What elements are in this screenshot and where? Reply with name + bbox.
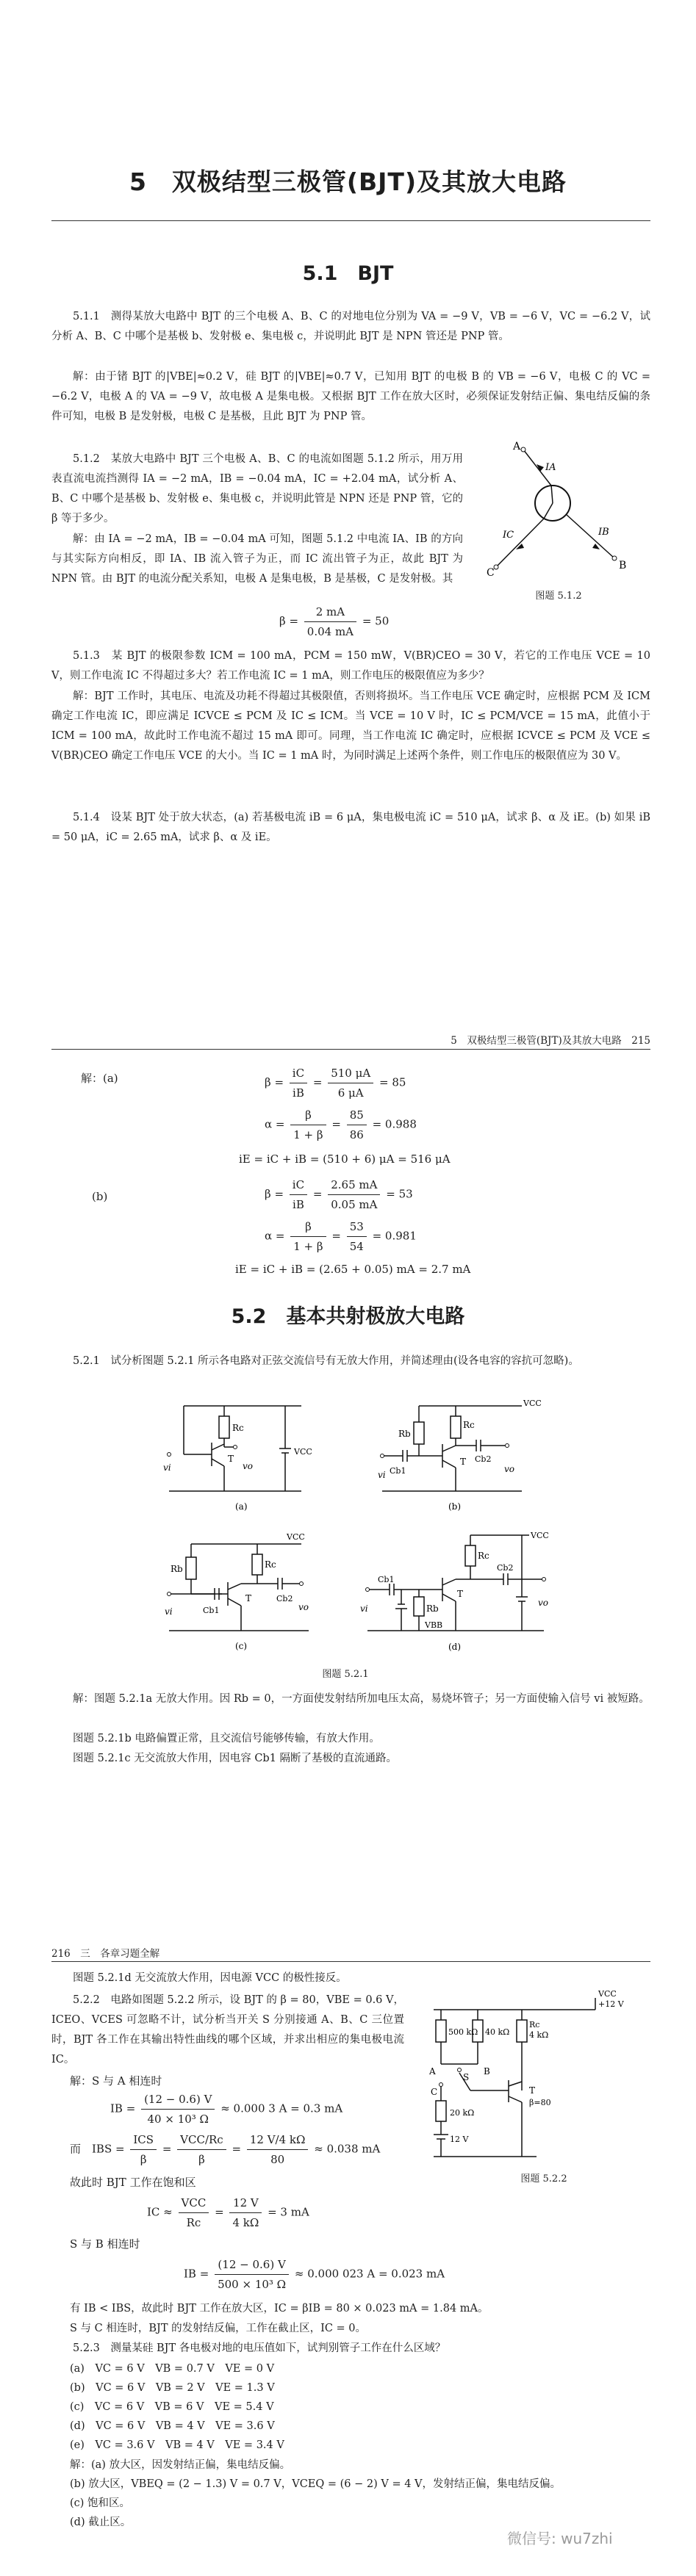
equation-b2: α = $\frac{\beta}{1 + \beta}$ = $\frac{53}{54}$ = 0.981 [265,1217,417,1256]
sub-d: (d) [448,1642,462,1652]
figure-5-1-2 [470,441,632,588]
label-20k: 20 kΩ [450,2108,475,2118]
label-ic: IC [503,530,514,541]
page-header-216: 216 三 各章习题全解 [51,1948,160,1960]
circuit-d [345,1520,566,1653]
solution-a-label: 解：(a) [81,1072,118,1085]
label-c: C [431,2087,438,2097]
label-a: A [513,441,521,452]
label-t: T [457,1589,464,1599]
solution-5-2-1b: 图题 5.2.1b 电路偏置正常，且交流信号能够传输，有放大作用。 [73,1733,380,1745]
chapter-title: 5 双极结型三极管(BJT)及其放大电路 [129,167,567,196]
circuit-a [154,1396,338,1513]
equation-ib-b: IB = $\frac{(12 - 0.6) V}{\text{500 × 10³ Ω}}$ ≈ 0.000 023 A = 0.023 mA [184,2255,445,2294]
list-item: (c) VC = 6 V VB = 6 V VE = 5.4 V [70,2401,274,2413]
solution-line: (c) 饱和区。 [70,2497,131,2509]
label-b: B [619,560,627,571]
label-4k: 4 kΩ [529,2030,549,2040]
label-c: C [487,567,495,579]
watermark: 微信号: wu7zhi [507,2530,613,2547]
list-item: (b) VC = 6 V VB = 2 V VE = 1.3 V [70,2382,275,2394]
solution-5-2-2-case-b: S 与 B 相连时 [70,2237,140,2251]
label-vcc: VCC [287,1532,305,1542]
label-vcc: VCC [531,1531,549,1540]
solution-5-1-3: 解：BJT 工作时，其电压、电流及功耗不得超过其极限值，否则将损坏。当工作电压 VCE 确定时，应根据 PCM 及 ICM 确定工作电流 IC，即应满足 ICVCE ≤ PCM 及 IC ≤ ICM。当 VCE = 10 V 时，IC ≤ PCM/VCE = 15 mA，此值小于 ICM = 100 mA，故此时工作电流不超过 15 mA 即可。同理，当工作电流 IC 确定时，应根据 ICVCE ≤ PCM 及 VCE ≤ V(BR)CEO 确定工作电压 VCE 的大小。当 IC = 1 mA 时，为同时满足上述两个条件，则工作电压的极限值应为 30 V。 [51,690,650,762]
label-rc: Rc [232,1423,244,1433]
lead-c [496,518,545,567]
list-item: (a) VC = 6 V VB = 0.7 V VE = 0 V [70,2363,275,2375]
circuit-c [154,1528,338,1653]
sub-a: (a) [235,1501,248,1512]
page-header-215: 5 双极结型三极管(BJT)及其放大电路 215 [451,1035,650,1047]
label-500k: 500 kΩ [448,2027,478,2037]
solution-5-1-2: 解：由 IA = −2 mA，IB = −0.04 mA 可知，图题 5.1.2 中电流 IA、IB 的方向与其实际方向相反，即 IA、IB 流入管子为正，而 IC 流出管子为正，故此 BJT 为 NPN 管。由 BJT 的电流分配关系知，电极 A 是集电极，B 是基极，C 是发射极。其 [51,533,463,585]
label-t: T [529,2085,536,2096]
sub-b: (b) [448,1501,462,1512]
label-t: T [245,1593,252,1603]
solution-b-label: (b) [92,1190,108,1203]
label-rb: Rb [426,1603,439,1614]
circuit-b [367,1396,551,1513]
problem-5-1-4: 5.1.4 设某 BJT 处于放大状态，(a) 若基极电流 iB = 6 μA，集电极电流 iC = 510 μA，试求 β、α 及 iE。(b) 如果 iB = 50 μA，iC = 2.65 mA，试求 β、α 及 iE。 [51,812,650,843]
equation-beta-50: β = $\frac{2 mA}{0.04 mA}$ = 50 [279,602,389,641]
label-cb1: Cb1 [390,1466,406,1476]
label-vi: vi [165,1606,173,1617]
label-vbb: VBB [425,1620,443,1630]
label-vcc: VCC [294,1447,312,1457]
solution-5-2-2-cutoff: S 与 C 相连时，BJT 的发射结反偏，工作在截止区，IC = 0。 [70,2323,367,2334]
section-title-5-2: 5.2 基本共射极放大电路 [231,1305,465,1328]
label-12v: +12 V [598,1999,624,2009]
label-vcc: VCC [523,1399,542,1408]
equation-b3: iE = iC + iB = (2.65 + 0.05) mA = 2.7 mA [235,1263,471,1276]
voltage-list [70,2359,284,2455]
solution-line: (b) 放大区，VBEQ = (2 − 1.3) V = 0.7 V，VCEQ = (6 − 2) V = 4 V，发射结正偏，集电结反偏。 [70,2478,562,2490]
equation-b1: β = $\frac{iC}{iB}$ = $\frac{2.65 mA}{0.05 mA}$ = 53 [265,1175,413,1214]
label-a: A [429,2066,436,2077]
solution-5-2-3 [70,2456,561,2532]
solution-line: 解：(a) 放大区，因发射结正偏，集电结反偏。 [70,2459,291,2471]
solution-5-2-1d: 图题 5.2.1d 无交流放大作用，因电源 VCC 的极性接反。 [73,1972,347,1984]
label-cb1: Cb1 [378,1575,395,1584]
label-beta: β=80 [529,2098,551,2107]
equation-ic-a: IC ≈ $\frac{\text{VCC}}{Rc}$ = $\frac{12 V}{4 k\Omega}$ = 3 mA [147,2193,309,2232]
equation-ibs: 而 IBS = $\frac{\text{ICS}}{\beta}$ = $\frac{\text{VCC/Rc}}{\beta}$ = $\frac{12 V/4 k\Omega}{80}$ ≈ 0.038 mA [70,2130,380,2169]
figure-5-2-2 [419,1983,654,2167]
label-b: B [484,2066,490,2077]
solution-line: (d) 截止区。 [70,2517,132,2528]
problem-5-1-1: 5.1.1 测得某放大电路中 BJT 的三个电极 A、B、C 的对地电位分别为 VA = −9 V，VB = −6 V，VC = −6.2 V，试分析 A、B、C 中哪个是基极 b、发射极 e、集电极 c，并说明此 BJT 是 NPN 管还是 PNP 管。 [51,311,650,342]
sub-c: (c) [235,1641,248,1651]
label-40k: 40 kΩ [485,2027,510,2037]
label-vo: vo [243,1461,254,1471]
label-ia: IA [545,462,556,473]
header-rule-216 [51,1961,650,1962]
label-rc: Rc [478,1551,489,1561]
label-rc: Rc [529,2020,540,2030]
problem-5-1-3: 5.1.3 某 BJT 的极限参数 ICM = 100 mA，PCM = 150 mW，V(BR)CEO = 30 V，若它的工作电压 VCE = 10 V，则工作电流 IC 不得超过多大？若工作电流 IC = 1 mA，则工作电压的极限值应为多少？ [51,650,650,682]
figure-5-2-2-caption: 图题 5.2.2 [520,2173,567,2184]
equation-a1: β = $\frac{iC}{iB}$ = $\frac{510 \mu A}{6 \mu A}$ = 85 [265,1064,406,1103]
label-vo: vo [538,1598,549,1608]
label-vi: vi [378,1470,386,1480]
equation-a3: iE = iC + iB = (510 + 6) μA = 516 μA [239,1152,451,1166]
equation-a2: α = $\frac{\beta}{1 + \beta}$ = $\frac{85}{86}$ = 0.988 [265,1105,417,1144]
problem-5-2-2: 5.2.2 电路如图题 5.2.2 所示，设 BJT 的 β = 80，VBE = 0.6 V，ICEO、VCES 可忽略不计，试分析当开关 S 分别接通 A、B、C 三位置时，BJT 各工作在其输出特性曲线的哪个区域，并求出相应的集电极电流 IC。 [51,1994,404,2066]
header-rule-215 [51,1049,650,1050]
equation-ib-a: IB = $\frac{(12 - 0.6) V}{\text{40 × 10³ Ω}}$ ≈ 0.000 3 A = 0.3 mA [110,2090,342,2129]
label-rb: Rb [171,1564,183,1574]
label-t: T [460,1457,467,1467]
label-cb1: Cb1 [203,1606,220,1615]
label-vi: vi [163,1462,171,1473]
solution-5-2-1c: 图题 5.2.1c 无交流放大作用，因电容 Cb1 隔断了基极的直流通路。 [73,1753,398,1764]
label-vo: vo [298,1602,309,1612]
solution-5-2-2-case-a: 解：S 与 A 相连时 [70,2074,162,2088]
label-vo: vo [504,1464,515,1474]
divider [51,220,650,221]
label-cb2: Cb2 [276,1594,293,1603]
solution-5-2-2-saturation: 故此时 BJT 工作在饱和区 [70,2176,196,2189]
label-s: S [463,2072,470,2082]
solution-5-2-1a: 解：图题 5.2.1a 无放大作用。因 Rb = 0，一方面使发射结所加电压太高，易烧坏管子；另一方面使输入信号 vi 被短路。 [73,1693,650,1705]
label-cb2: Cb2 [497,1563,514,1573]
label-vcc: VCC [598,1989,617,1999]
figure-5-1-2-caption: 图题 5.1.2 [535,591,582,602]
label-rc: Rc [463,1420,475,1430]
label-rc: Rc [265,1559,276,1570]
solution-5-2-2-active: 有 IB < IBS，故此时 BJT 工作在放大区，IC = βIB = 80 × 0.023 mA = 1.84 mA。 [70,2303,489,2315]
list-item: (e) VC = 3.6 V VB = 4 V VE = 3.4 V [70,2439,284,2451]
label-ib: IB [598,527,609,538]
list-item: (d) VC = 6 V VB = 4 V VE = 3.6 V [70,2420,275,2432]
label-12v-battery: 12 V [450,2135,469,2144]
label-cb2: Cb2 [475,1454,492,1464]
solution-5-1-1: 解：由于锗 BJT 的|VBE|≈0.2 V，硅 BJT 的|VBE|≈0.7 V，已知用 BJT 的电极 B 的 VB = −6 V，电极 C 的 VC = −6.2 V，电极 A 的 VA = −9 V，故电极 A 是集电极。又根据 BJT 工作在放大区时，必须保证发射结正偏、集电结反偏的条件可知，电极 B 是发射极，电极 C 是基极，且此 BJT 为 PNP 管。 [51,371,650,422]
section-title-5-1: 5.1 BJT [302,262,394,285]
problem-5-2-1: 5.2.1 试分析图题 5.2.1 所示各电路对正弦交流信号有无放大作用，并简述理由(设各电容的容抗可忽略)。 [73,1355,579,1367]
label-vi: vi [360,1603,368,1614]
label-rb: Rb [398,1429,411,1439]
figure-5-2-1-caption: 图题 5.2.1 [322,1669,369,1680]
label-t: T [228,1454,234,1464]
problem-5-2-3: 5.2.3 测量某硅 BJT 各电极对地的电压值如下，试判别管子工作在什么区域？ [73,2342,446,2354]
problem-5-1-2: 5.1.2 某放大电路中 BJT 三个电极 A、B、C 的电流如图题 5.1.2 所示，用万用表直流电流挡测得 IA = −2 mA，IB = −0.04 mA，IC = +2.04 mA，试分析 A、B、C 中哪个是基极 b、发射极 e、集电极 c，并说明此管是 NPN 还是 PNP 管，它的 β 等于多少。 [51,453,463,524]
